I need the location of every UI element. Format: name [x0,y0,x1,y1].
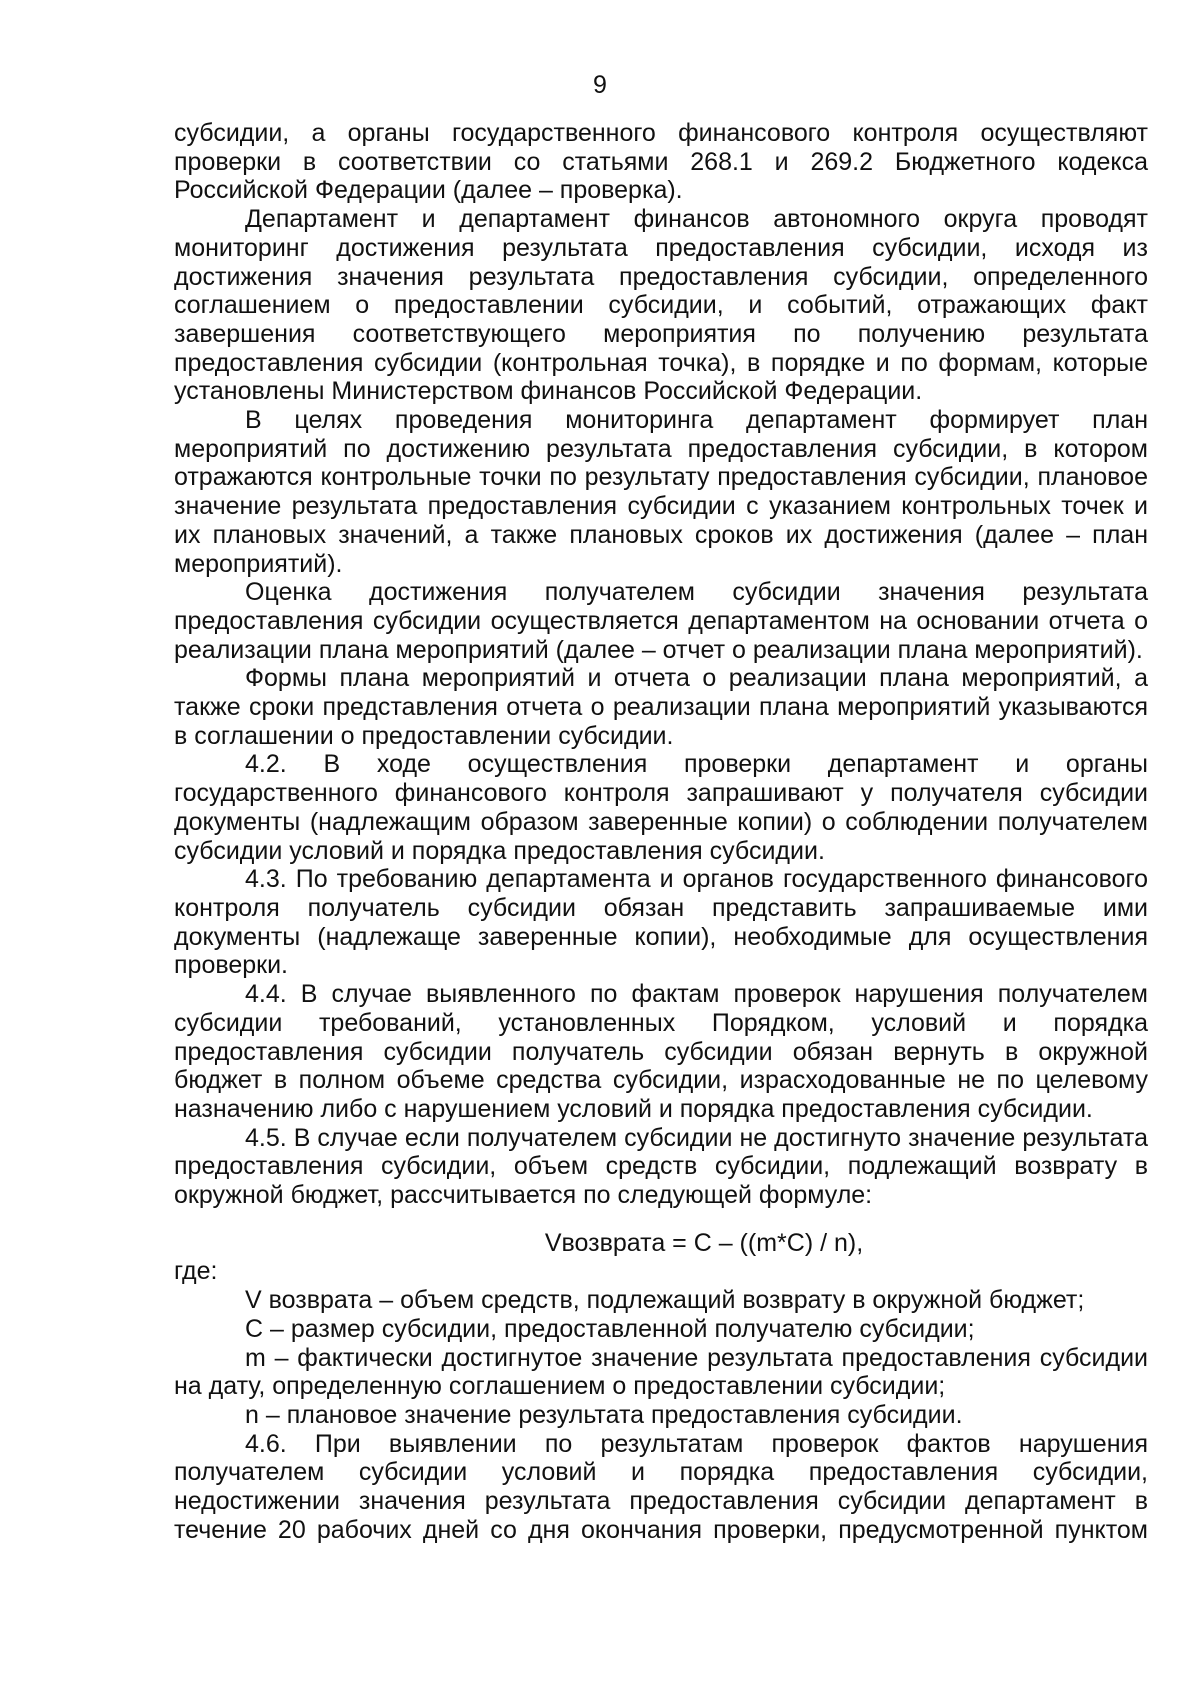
paragraph-4-3: 4.3. По требованию департамента и органов государственного финансового контроля получатель субсидии обязан представить запрашиваемые ими документы (надлежаще заверенные копии), необходимые для осуществления проверки. [174,865,1148,980]
definition-n: n – плановое значение результата предоставления субсидии. [245,1400,963,1429]
definition-m: m – фактически достигнутое значение результата предоставления субсидии на дату, определенную соглашением о предоставлении субсидии; [174,1343,1148,1401]
where-label: где: [174,1257,218,1286]
page-number: 9 [593,71,607,99]
paragraph-continuation: субсидии, а органы государственного финансового контроля осуществляют проверки в соответствии со статьями 268.1 и 269.2 Бюджетного кодекса Российской Федерации (далее – проверка). [174,119,1148,205]
document-body [174,119,1148,1544]
paragraph-4-4: 4.4. В случае выявленного по фактам проверок нарушения получателем субсидии требований, установленных Порядком, условий и порядка предоставления субсидии получатель субсидии обязан вернуть в окружной бюджет в полном объеме средства субсидии, израсходованные не по целевому назначению либо с нарушением условий и порядка предоставления субсидии. [174,980,1148,1123]
paragraph-monitoring: Департамент и департамент финансов автономного округа проводят мониторинг достижения результата предоставления субсидии, исходя из достижения значения результата предоставления субсидии, определенного соглашением о предоставлении субсидии, и событий, отражающих факт завершения соответствующего мероприятия по получению результата предоставления субсидии (контрольная точка), в порядке и по формам, которые установлены Министерством финансов Российской Федерации. [174,205,1148,406]
paragraph-4-6: 4.6. При выявлении по результатам проверок фактов нарушения получателем субсидии условий и порядка предоставления субсидии, недостижении значения результата предоставления субсидии департамент в течение 20 рабочих дней со дня окончания проверки, предусмотренной пунктом [174,1429,1148,1544]
paragraph-4-2: 4.2. В ходе осуществления проверки департамент и органы государственного финансового контроля запрашивают у получателя субсидии документы (надлежащим образом заверенные копии) о соблюдении получателем субсидии условий и порядка предоставления субсидии. [174,750,1148,865]
paragraph-plan: В целях проведения мониторинга департамент формирует план мероприятий по достижению результата предоставления субсидии, в котором отражаются контрольные точки по результату предоставления субсидии, плановое значение результата предоставления субсидии с указанием контрольных точек и их плановых значений, а также плановых сроков их достижения (далее – план мероприятий). [174,406,1148,578]
paragraph-assessment: Оценка достижения получателем субсидии значения результата предоставления субсидии осуществляется департаментом на основании отчета о реализации плана мероприятий (далее – отчет о реализации плана мероприятий). [174,578,1148,664]
return-formula: Vвозврата = C – ((m*C) / n), [544,1228,864,1257]
definition-v: V возврата – объем средств, подлежащий возврату в окружной бюджет; [245,1286,1085,1315]
paragraph-4-5: 4.5. В случае если получателем субсидии не достигнуто значение результата предоставления субсидии, объем средств субсидии, подлежащий возврату в окружной бюджет, рассчитывается по следующей формуле: [174,1123,1148,1210]
definition-c: C – размер субсидии, предоставленной получателю субсидии; [245,1314,975,1343]
paragraph-forms: Формы плана мероприятий и отчета о реализации плана мероприятий, а также сроки представления отчета о реализации плана мероприятий указываются в соглашении о предоставлении субсидии. [174,664,1148,750]
